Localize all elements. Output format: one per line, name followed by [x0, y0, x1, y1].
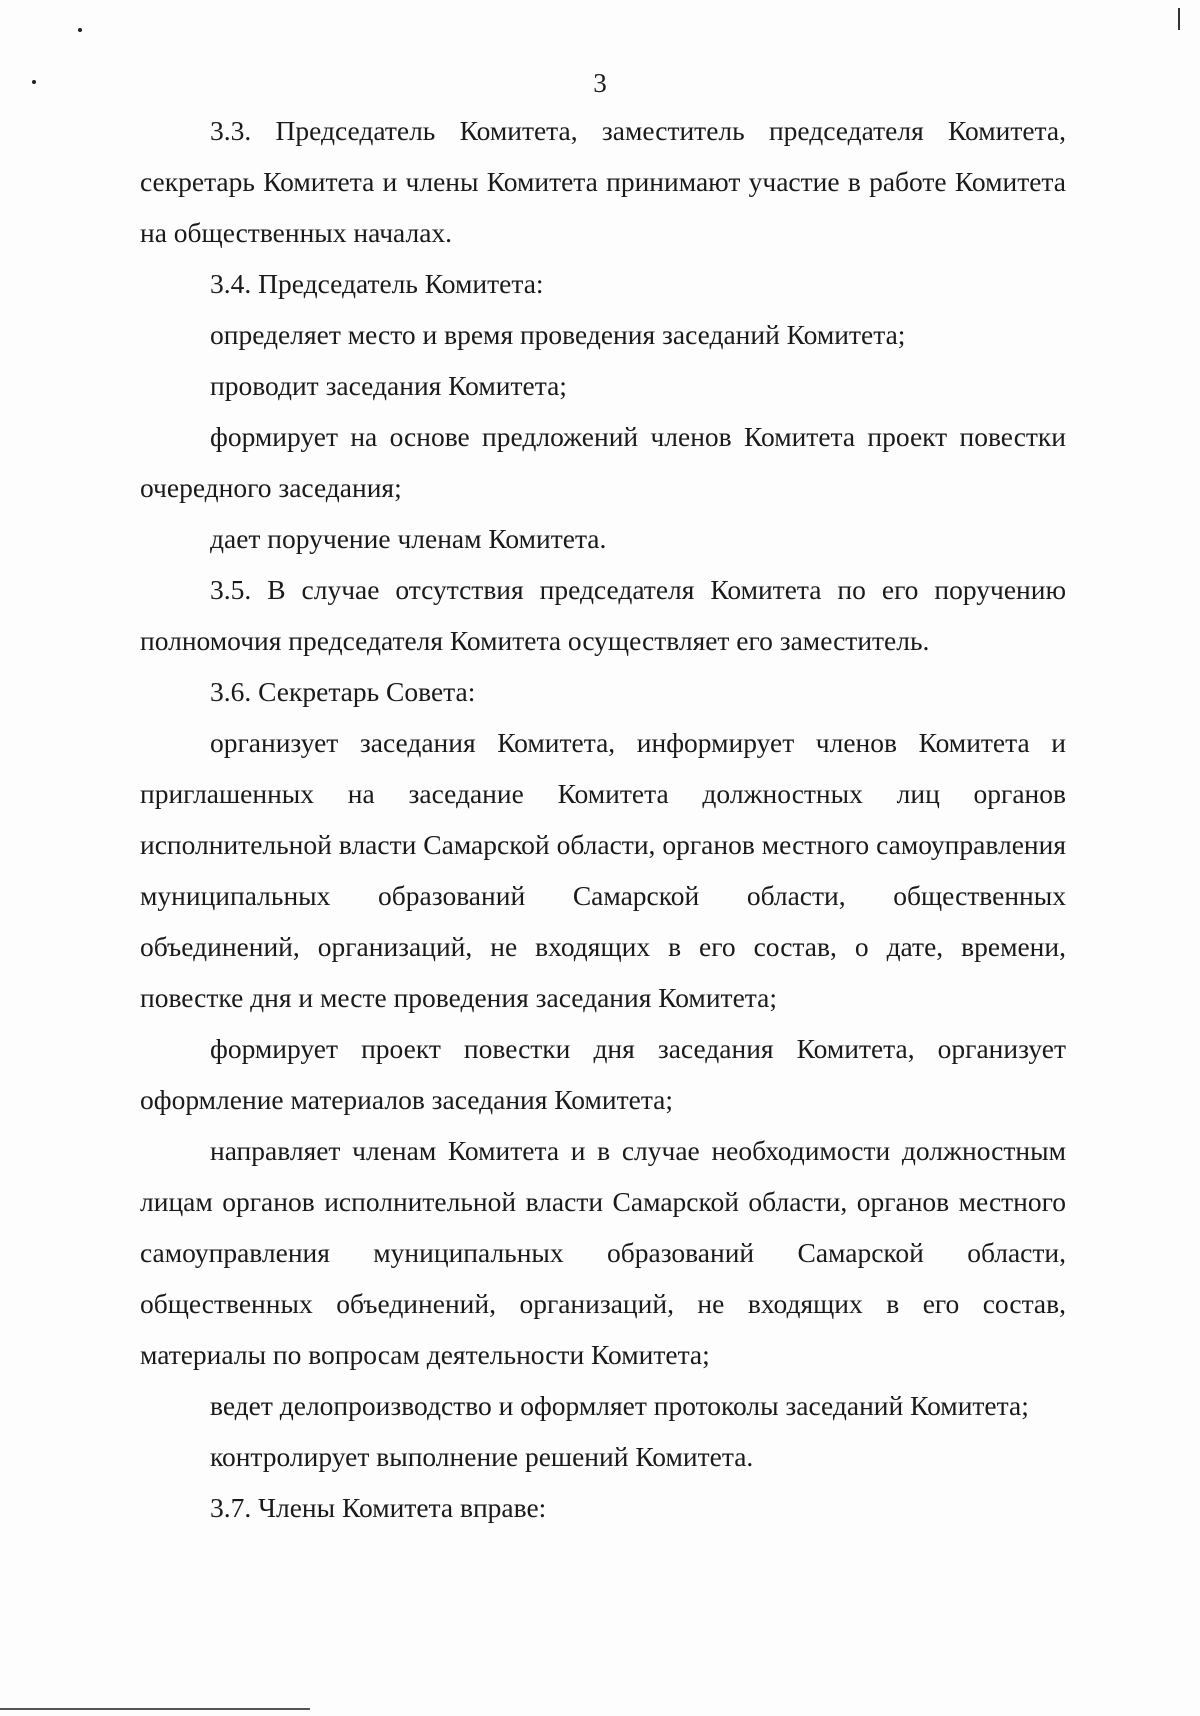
paragraph-3-6-heading: 3.6. Секретарь Совета: — [210, 676, 476, 707]
paragraph-list-item: направляет членам Комитета и в случае необходимости должностным лицам органов исполнительной власти Самарской области, органов местного самоуправления муниципальных образований Самарской области, общественных объединений, организаций, не входящих в его состав, материалы по вопросам деятельности Комитета; — [140, 1135, 1066, 1370]
paragraph-3-4-heading: 3.4. Председатель Комитета: — [210, 268, 544, 299]
paragraph-list-item: дает поручение членам Комитета. — [210, 523, 607, 554]
paragraph-list-item: проводит заседания Комитета; — [210, 370, 567, 401]
paragraph-3-7-heading: 3.7. Члены Комитета вправе: — [210, 1492, 547, 1523]
page-number: 3 — [593, 68, 607, 98]
document-body — [140, 105, 1066, 1533]
paragraph-3-5: 3.5. В случае отсутствия председателя Комитета по его поручению полномочия председателя Комитета осуществляет его заместитель. — [140, 574, 1066, 656]
paragraph-list-item: формирует на основе предложений членов Комитета проект повестки очередного заседания; — [140, 421, 1066, 503]
scan-edge-line — [1178, 8, 1180, 30]
paragraph-list-item: контролирует выполнение решений Комитета. — [210, 1441, 754, 1472]
paragraph-3-3: 3.3. Председатель Комитета, заместитель председателя Комитета, секретарь Комитета и члены Комитета принимают участие в работе Комитета на общественных началах. — [140, 115, 1066, 248]
paragraph-list-item: ведет делопроизводство и оформляет протоколы заседаний Комитета; — [210, 1390, 1029, 1421]
paragraph-list-item: формирует проект повестки дня заседания Комитета, организует оформление материалов заседания Комитета; — [140, 1033, 1066, 1115]
paragraph-list-item: определяет место и время проведения заседаний Комитета; — [210, 319, 906, 350]
scan-edge-line — [0, 1708, 310, 1710]
paragraph-list-item: организует заседания Комитета, информирует членов Комитета и приглашенных на заседание Комитета должностных лиц органов исполнительной власти Самарской области, органов местного самоуправления муниципальных образований Самарской области, общественных объединений, организаций, не входящих в его состав, о дате, времени, повестке дня и месте проведения заседания Комитета; — [140, 727, 1066, 1013]
scan-speck — [78, 28, 82, 32]
